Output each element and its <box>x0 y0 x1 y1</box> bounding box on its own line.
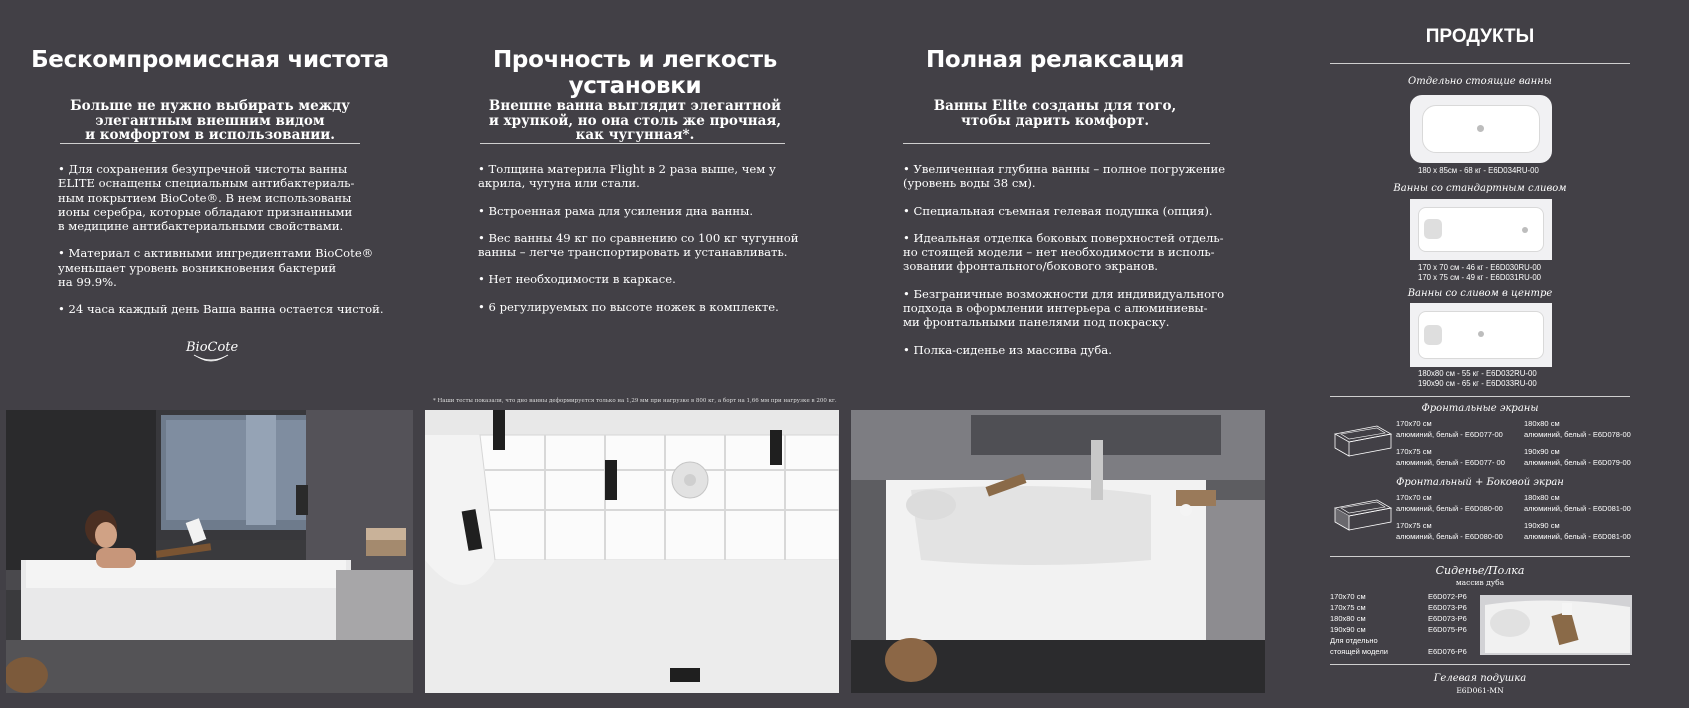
seat-head: Сиденье/Полка <box>1435 564 1525 577</box>
photo-bath-frame-image <box>425 410 839 693</box>
front-side-screen-icon <box>1333 494 1393 540</box>
front-code: алюминий, белый - E6D077-00 <box>1396 430 1503 439</box>
biocote-logo <box>186 336 239 363</box>
photo-bathroom-woman-image <box>6 410 413 693</box>
col1-bullet: • 24 часа каждый день Ваша ванна остается чистой. <box>58 302 384 317</box>
seat-size: 190x90 см <box>1330 625 1366 634</box>
seat-size: стоящей модели <box>1330 647 1388 656</box>
gel-code: E6D061-MN <box>1456 686 1504 695</box>
gel-head: Гелевая подушка <box>1433 673 1527 684</box>
frontside-table <box>1396 492 1631 542</box>
col1-bullet: • Для сохранения безупречной чистоты ванны ELITE оснащены специальным антибактериаль- ным покрытием BioCote®. В нем использованы ионы серебра, которые обладают признанными в медицине антибактериальными свойствами. <box>58 162 355 234</box>
photo-bath-frame <box>425 410 839 693</box>
front-size: 170x70 см <box>1396 419 1432 428</box>
front-head: Фронтальные экраны <box>1421 403 1539 414</box>
biocote-logo-text: BioCote <box>186 340 239 355</box>
center-bath-image <box>1410 303 1552 367</box>
photo-bath-seat-image <box>851 410 1265 693</box>
col1-title: Бескомпромиссная чистота <box>31 47 389 73</box>
frontside-code: алюминий, белый - E6D081-00 <box>1524 504 1631 513</box>
products-title: ПРОДУКТЫ <box>1425 26 1535 47</box>
front-table <box>1396 418 1631 468</box>
center-head: Ванны со сливом в центре <box>1407 288 1553 299</box>
frontside-head: Фронтальный + Боковой экран <box>1396 477 1564 488</box>
front-size: 180x80 см <box>1524 419 1560 428</box>
col2-rule <box>480 143 785 144</box>
col3-bullets <box>903 162 1243 370</box>
freestanding-bath-image <box>1410 95 1552 163</box>
col2-bullet: • Вес ванны 49 кг по сравнению со 100 кг чугунной ванны – легче транспортировать и устанавливать. <box>478 230 799 260</box>
col2-footnote: * Наши тесты показали, что дно ванны деформируется только на 1,29 мм при нагрузке в 800 кг, а борт на 1,66 мм при нагрузке в 200 кг. <box>433 398 837 404</box>
frontside-code: алюминий, белый - E6D080-00 <box>1396 532 1503 541</box>
front-size: 190x90 см <box>1524 447 1560 456</box>
col3-title: Полная релаксация <box>925 47 1185 73</box>
headrest-icon <box>1424 325 1442 345</box>
standard-head: Ванны со стандартным сливом <box>1393 183 1567 194</box>
seat-photo <box>1480 595 1632 655</box>
col3-subtitle: Ванны Elite созданы для того, чтобы дарить комфорт. <box>933 98 1177 129</box>
drain-icon <box>1477 125 1484 132</box>
col2-title: Прочность и легкость установки <box>492 47 778 99</box>
col2-bullet: • 6 регулируемых по высоте ножек в комплекте. <box>478 299 779 314</box>
products-rule-front <box>1330 396 1630 397</box>
front-size: 170x75 см <box>1396 447 1432 456</box>
col3-rule <box>903 143 1210 144</box>
freestanding-head: Отдельно стоящие ванны <box>1408 76 1552 87</box>
seat-size: Для отдельно <box>1330 636 1378 645</box>
front-code: алюминий, белый - E6D077- 00 <box>1396 458 1505 467</box>
front-screen-icon <box>1333 420 1393 466</box>
seat-code <box>1428 635 1467 646</box>
col1-rule <box>60 143 360 144</box>
standard-specs <box>1418 263 1618 282</box>
col1-subtitle: Больше не нужно выбирать между элегантным внешним видом и комфортом в использовании. <box>70 98 350 143</box>
seat-code: E6D075-P6 <box>1428 625 1467 634</box>
frontside-code: алюминий, белый - E6D080-00 <box>1396 504 1503 513</box>
seat-code: E6D073-P6 <box>1428 614 1467 623</box>
photo-bath-seat <box>851 410 1265 693</box>
seat-table <box>1330 591 1467 657</box>
col2-subtitle: Внешне ванна выглядит элегантной и хрупкой, но она столь же прочная, как чугунная*. <box>488 98 782 143</box>
col3-bullet: • Идеальная отделка боковых поверхностей отдель- но стоящей модели – нет необходимости в исполь- зовании фронтального/бокового экранов. <box>903 230 1224 274</box>
seat-code: E6D076-P6 <box>1428 647 1467 656</box>
center-specs <box>1418 369 1618 388</box>
seat-sub: массив дуба <box>1455 578 1505 587</box>
frontside-size: 190x90 см <box>1524 521 1560 530</box>
center-spec-1: 180x80 см - 55 кг - E6D032RU-00 <box>1418 369 1537 378</box>
col3-bullet: • Безграничные возможности для индивидуального подхода в оформлении интерьера с алюминиевы- ми фронтальными панелями под покраску. <box>903 286 1225 330</box>
col2-bullet: • Нет необходимости в каркасе. <box>478 272 676 287</box>
col3-bullet: • Полка-сиденье из массива дуба. <box>903 342 1112 357</box>
col3-bullet: • Увеличенная глубина ванны – полное погружение (уровень воды 38 см). <box>903 162 1226 191</box>
seat-size: 180x80 см <box>1330 614 1366 623</box>
seat-size: 170x70 см <box>1330 592 1366 601</box>
photo-bathroom-woman <box>6 410 413 693</box>
front-code: алюминий, белый - E6D079-00 <box>1524 458 1631 467</box>
drain-icon <box>1522 227 1528 233</box>
frontside-size: 180x80 см <box>1524 493 1560 502</box>
frontside-size: 170x70 см <box>1396 493 1432 502</box>
drain-icon <box>1478 331 1484 337</box>
frontside-code: алюминий, белый - E6D081-00 <box>1524 532 1631 541</box>
seat-size: 170x75 см <box>1330 603 1366 612</box>
col3-bullet: • Специальная съемная гелевая подушка (опция). <box>903 203 1213 218</box>
col2-bullet: • Толщина материла Flight в 2 раза выше, чем у акрила, чугуна или стали. <box>478 162 776 191</box>
seat-photo-image <box>1480 595 1632 655</box>
headrest-icon <box>1424 219 1442 239</box>
front-code: алюминий, белый - E6D078-00 <box>1524 430 1631 439</box>
col1-bullet: • Материал с активными ингредиентами BioCote® уменьшает уровень возникновения бактерий на 99.9%. <box>58 246 374 290</box>
center-spec-2: 190x90 см - 65 кг - E6D033RU-00 <box>1418 378 1537 388</box>
seat-code: E6D073-P6 <box>1428 603 1467 612</box>
standard-spec-2: 170 x 75 см - 49 кг - E6D031RU-00 <box>1418 272 1541 282</box>
freestanding-spec: 180 x 85см - 68 кг - E6D034RU-00 <box>1418 166 1539 175</box>
seat-code: E6D072-P6 <box>1428 592 1467 601</box>
products-rule-top <box>1330 63 1630 64</box>
products-rule-gel <box>1330 664 1630 665</box>
products-rule-seat <box>1330 556 1630 557</box>
col1-bullets <box>58 162 388 330</box>
standard-bath-image <box>1410 199 1552 260</box>
frontside-size: 170x75 см <box>1396 521 1432 530</box>
col2-bullets <box>478 162 818 327</box>
col2-bullet: • Встроенная рама для усиления дна ванны. <box>478 203 754 218</box>
standard-spec-1: 170 x 70 см - 46 кг - E6D030RU-00 <box>1418 263 1541 272</box>
